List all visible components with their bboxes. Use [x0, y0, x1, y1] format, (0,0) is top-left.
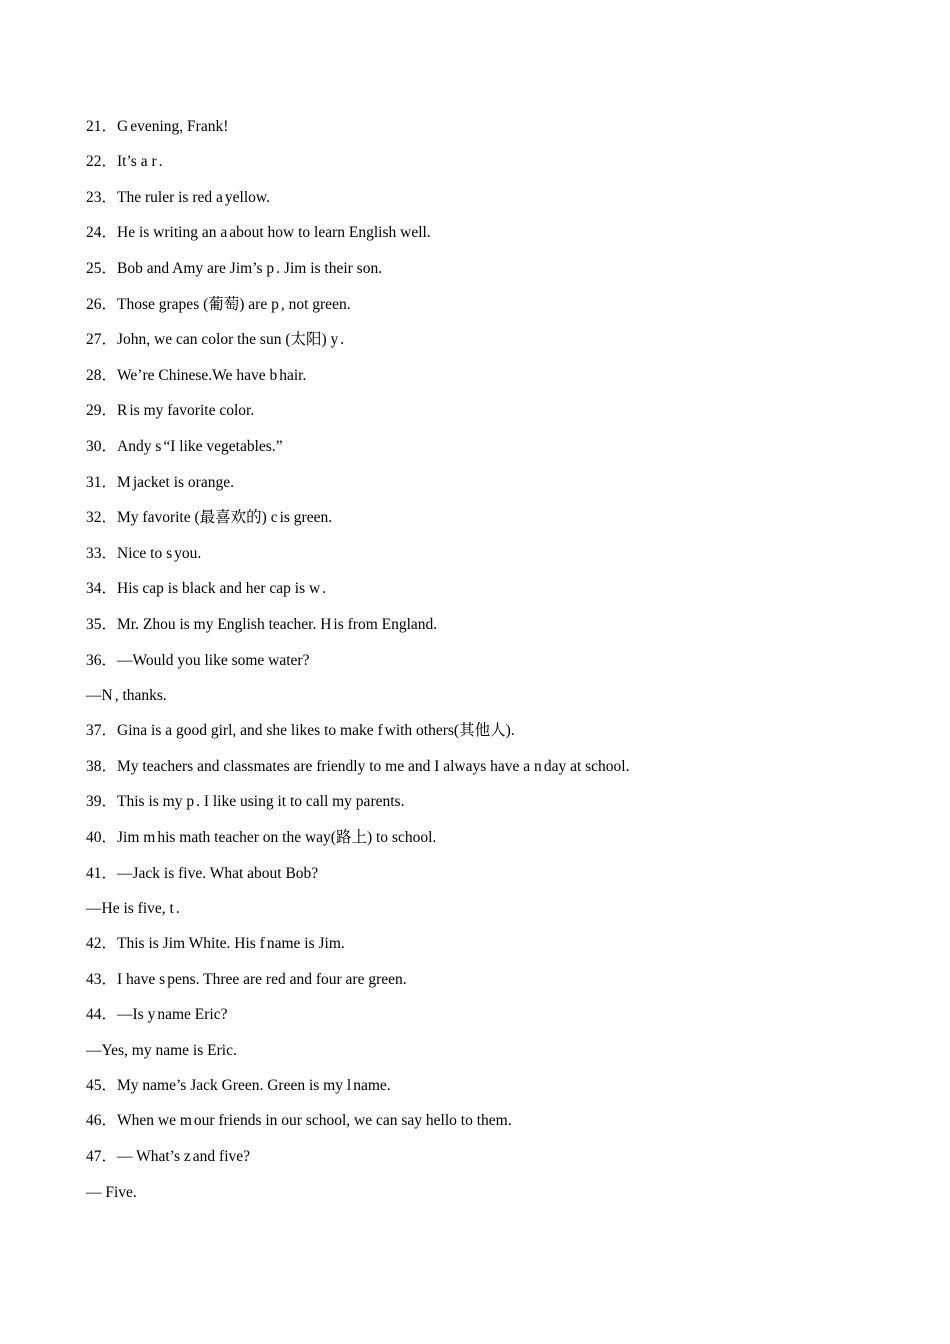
question-text-after: . I like using it to call my parents.: [196, 793, 405, 810]
question-line: [86, 257, 382, 281]
question-text-after: .: [175, 900, 180, 917]
question-line: [86, 399, 254, 423]
question-text: Nice to s: [117, 545, 173, 562]
question-line: [86, 932, 345, 956]
question-line: [86, 506, 332, 530]
question-line: [86, 328, 344, 352]
question-text-after: is from England.: [333, 616, 438, 633]
question-line: [86, 542, 201, 566]
question-line: [86, 115, 228, 139]
question-line: [86, 471, 234, 495]
question-line: [86, 790, 404, 814]
question-number: 35．: [86, 616, 118, 633]
question-line: [86, 293, 351, 317]
question-number: 45．: [86, 1077, 118, 1094]
question-number: 24．: [86, 224, 118, 241]
question-text: —Jack is five. What about Bob?: [117, 865, 319, 882]
question-number: 23．: [86, 189, 118, 206]
question-number: 36．: [86, 652, 118, 669]
question-number: 38．: [86, 758, 118, 775]
question-text: The ruler is red a: [117, 189, 223, 206]
question-line: [86, 613, 437, 637]
question-number: 27．: [86, 331, 118, 348]
question-text: I have s: [117, 971, 166, 988]
question-text: Mr. Zhou is my English teacher. H: [117, 616, 332, 633]
question-text-after: is my favorite color.: [129, 402, 255, 419]
question-line: [86, 1074, 391, 1098]
question-line: [86, 1181, 137, 1205]
question-line: [86, 826, 436, 850]
question-text-after: . Jim is their son.: [276, 260, 383, 277]
question-text-after: , thanks.: [114, 687, 167, 704]
question-text: Andy s: [117, 438, 162, 455]
question-number: 33．: [86, 545, 118, 562]
question-text-after: name.: [353, 1077, 391, 1094]
question-number: 40．: [86, 829, 118, 846]
question-line: [86, 684, 167, 708]
question-text-after: you.: [174, 545, 202, 562]
question-line: [86, 150, 163, 174]
question-text: —He is five, t: [86, 900, 174, 917]
question-text-after: “I like vegetables.”: [163, 438, 283, 455]
question-line: [86, 577, 326, 601]
question-text: His cap is black and her cap is w: [117, 580, 321, 597]
question-line: [86, 755, 629, 779]
question-text: John, we can color the sun (太阳) y: [117, 331, 339, 348]
question-line: [86, 1003, 227, 1027]
question-number: 42．: [86, 935, 118, 952]
question-number: 30．: [86, 438, 118, 455]
question-text-after: about how to learn English well.: [229, 224, 431, 241]
question-text-after: day at school.: [543, 758, 630, 775]
question-line: [86, 1039, 237, 1063]
question-text: —Yes, my name is Eric.: [86, 1042, 237, 1059]
question-number: 26．: [86, 296, 118, 313]
question-number: 34．: [86, 580, 118, 597]
question-line: [86, 221, 431, 245]
question-line: [86, 435, 283, 459]
question-text: —Would you like some water?: [117, 652, 310, 669]
question-line: [86, 862, 318, 886]
question-text: Those grapes (葡萄) are p: [117, 296, 279, 313]
question-line: [86, 1145, 250, 1169]
question-text: It’s a r: [117, 153, 157, 170]
question-text-after: hair.: [279, 367, 307, 384]
question-number: 21．: [86, 118, 118, 135]
question-text-after: and five?: [192, 1148, 251, 1165]
question-text: M: [117, 474, 131, 491]
question-text: This is my p: [117, 793, 195, 810]
question-line: [86, 719, 515, 743]
question-text: —Is y: [117, 1006, 156, 1023]
question-line: [86, 649, 309, 673]
question-text-after: name Eric?: [157, 1006, 228, 1023]
question-text: Jim m: [117, 829, 156, 846]
question-number: 46．: [86, 1112, 118, 1129]
question-text-after: is green.: [279, 509, 333, 526]
question-text-after: his math teacher on the way(路上) to school.: [157, 829, 437, 846]
question-number: 28．: [86, 367, 118, 384]
question-number: 25．: [86, 260, 118, 277]
question-number: 44．: [86, 1006, 118, 1023]
question-number: 22．: [86, 153, 118, 170]
question-text-after: .: [158, 153, 163, 170]
question-text: My teachers and classmates are friendly to me and I always have a n: [117, 758, 542, 775]
question-text: He is writing an a: [117, 224, 228, 241]
question-number: 32．: [86, 509, 118, 526]
question-text: Gina is a good girl, and she likes to make f: [117, 722, 383, 739]
question-text: This is Jim White. His f: [117, 935, 265, 952]
question-number: 41．: [86, 865, 118, 882]
question-text-after: yellow.: [224, 189, 270, 206]
question-text: Bob and Amy are Jim’s p: [117, 260, 275, 277]
question-text-after: jacket is orange.: [132, 474, 234, 491]
question-text: G: [117, 118, 129, 135]
question-text-after: name is Jim.: [266, 935, 345, 952]
question-line: [86, 897, 180, 921]
question-text-after: .: [340, 331, 345, 348]
question-number: 29．: [86, 402, 118, 419]
question-text-after: , not green.: [280, 296, 351, 313]
question-number: 39．: [86, 793, 118, 810]
question-text: R: [117, 402, 128, 419]
question-number: 43．: [86, 971, 118, 988]
question-line: [86, 1109, 512, 1133]
question-number: 47．: [86, 1148, 118, 1165]
question-text-after: evening, Frank!: [130, 118, 229, 135]
question-text-after: our friends in our school, we can say hello to them.: [193, 1112, 512, 1129]
question-text: — Five.: [86, 1184, 137, 1201]
question-number: 37．: [86, 722, 118, 739]
question-text: — What’s z: [117, 1148, 191, 1165]
question-text-after: with others(其他人).: [384, 722, 515, 739]
question-text-after: .: [322, 580, 327, 597]
question-line: [86, 364, 306, 388]
question-text: My name’s Jack Green. Green is my l: [117, 1077, 352, 1094]
question-number: 31．: [86, 474, 118, 491]
question-text: —N: [86, 687, 113, 704]
question-line: [86, 968, 407, 992]
question-text: We’re Chinese.We have b: [117, 367, 278, 384]
question-text-after: pens. Three are red and four are green.: [167, 971, 407, 988]
question-text: My favorite (最喜欢的) c: [117, 509, 278, 526]
question-text: When we m: [117, 1112, 192, 1129]
question-line: [86, 186, 270, 210]
